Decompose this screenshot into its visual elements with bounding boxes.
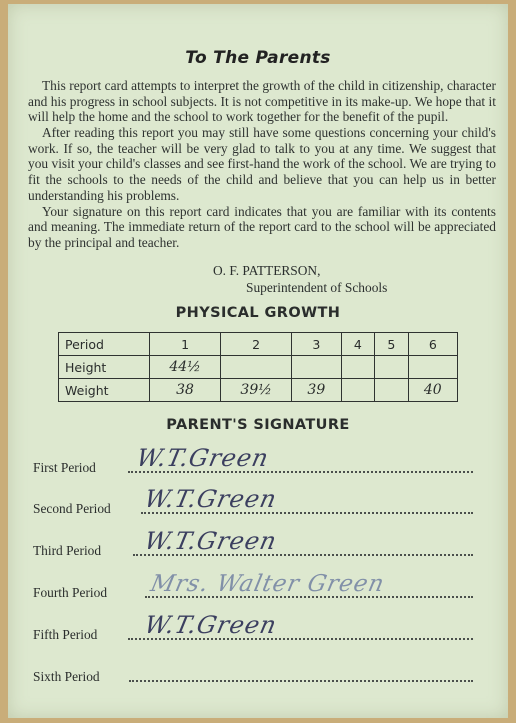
signature: W.T.Green [134,444,272,472]
table-header-cell: 6 [408,333,457,356]
signature-label: Fifth Period [33,627,98,642]
table-cell [375,379,409,402]
table-row-weight [59,379,458,402]
table-cell: 40 [408,379,457,402]
report-card-page [8,4,508,718]
table-cell [221,356,292,379]
table-cell [341,379,375,402]
page-title: To The Parents [185,48,331,68]
table-header-cell: 3 [292,333,341,356]
table-cell: 39½ [221,379,292,402]
signature-row-sixth [33,655,473,685]
intro-paragraph-2: After reading this report you may still have some questions concerning your child's work. If so, the teacher will be very glad to talk to you at any time. We suggest that you visit your child's classes and see first-hand the work of the school. We are trying to fit the schools to the needs of the child and believe that you can help us in better understanding his problems. [28,125,496,203]
signature: W.T.Green [142,485,280,513]
row-label: Weight [59,379,150,402]
row-label: Height [59,356,150,379]
signature-label: First Period [33,460,96,475]
signature-label: Third Period [33,543,102,558]
superintendent-title: Superintendent of Schools [246,280,388,295]
signature-row-second [33,487,473,517]
table-header-cell: Period [59,333,150,356]
table-cell: 39 [292,379,341,402]
signature-row-fifth [33,613,473,643]
table-cell: 38 [150,379,221,402]
physical-growth-table [58,332,458,402]
table-cell [341,356,375,379]
table-header-cell: 1 [150,333,221,356]
parent-signature-heading: PARENT'S SIGNATURE [166,417,350,433]
physical-growth-heading: PHYSICAL GROWTH [175,305,341,321]
signature-row-first [33,446,473,476]
intro-text [28,78,496,251]
table-cell [408,356,457,379]
signature: Mrs. Walter Green [148,571,388,597]
signature-line [129,680,473,682]
superintendent-name: O. F. PATTERSON, [213,263,321,278]
signature-row-third [33,529,473,559]
signature-row-fourth [33,571,473,601]
table-cell: 44½ [150,356,221,379]
table-header-row [59,333,458,356]
table-header-cell: 5 [375,333,409,356]
table-row-height [59,356,458,379]
intro-paragraph-1: This report card attempts to interpret the growth of the child in citizenship, character and his progress in school subjects. It is not competitive in its make-up. We hope that it will help the home and the school to work together for the benefit of the pupil. [28,78,496,125]
table-header-cell: 2 [221,333,292,356]
intro-paragraph-3: Your signature on this report card indicates that you are familiar with its contents and meaning. The immediate return of the report card to the school will be appreciated by the principal and teacher. [28,203,496,250]
signature: W.T.Green [142,611,280,639]
table-cell [292,356,341,379]
signature-label: Fourth Period [33,585,108,600]
table-cell [375,356,409,379]
table-header-cell: 4 [341,333,375,356]
signature-label: Second Period [33,501,111,516]
signature-label: Sixth Period [33,669,100,684]
signature: W.T.Green [142,527,280,555]
